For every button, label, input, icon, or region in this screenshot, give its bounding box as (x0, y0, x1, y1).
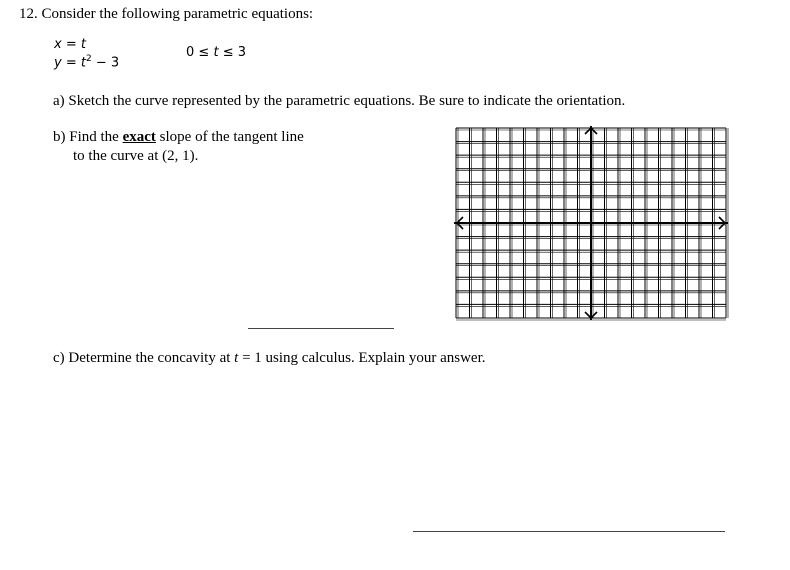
part-b-label: b) (53, 129, 66, 145)
part-b: b) Find the exact slope of the tangent line (53, 129, 304, 145)
coordinate-grid (452, 124, 730, 322)
answer-line-b (248, 328, 394, 329)
problem-header (19, 6, 313, 23)
part-c: c) Determine the concavity at t = 1 using calculus. Explain your answer. (53, 350, 486, 366)
equation-y: $y = t^2 - 3$ (54, 54, 120, 71)
answer-line-c (413, 531, 725, 532)
part-b-exact: exact (122, 129, 156, 145)
part-c-label: c) (53, 350, 65, 366)
problem-number: 12. (19, 6, 38, 22)
part-a-label: a) (53, 93, 65, 109)
part-b-line2: to the curve at (2, 1). (73, 148, 199, 164)
problem-intro: Consider the following parametric equations: (41, 6, 314, 22)
equation-x: x = t (54, 37, 86, 52)
part-a (53, 93, 625, 110)
part-a-text: Sketch the curve represented by the parametric equations. Be sure to indicate the orientation. (68, 93, 626, 109)
parameter-interval: 0 ≤ t ≤ 3 (186, 45, 247, 60)
